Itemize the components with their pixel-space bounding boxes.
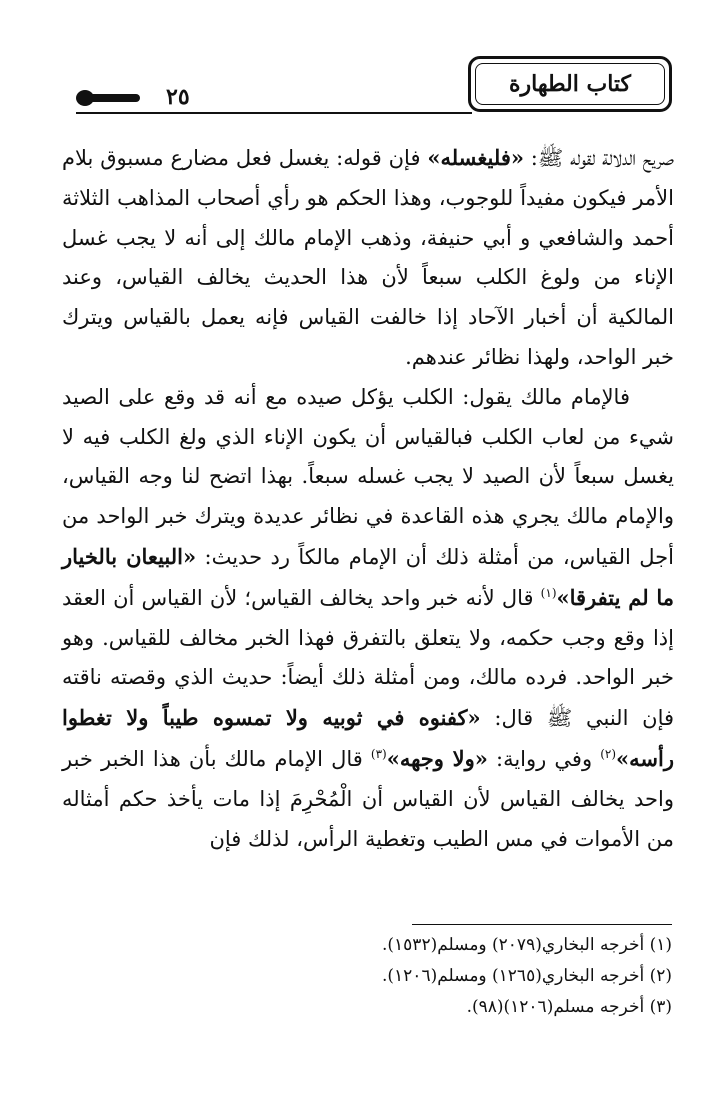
hadith-quote: «كفنوه في ثوبيه ولا تمسوه طيباً ولا تغطوا رأسه» [62,705,674,771]
ornament-icon [76,88,156,108]
footnote-separator [412,924,672,925]
footnote-2: (٢) أخرجه البخاري(١٢٦٥) ومسلم(١٢٠٦). [382,966,672,986]
paragraph-1 [62,138,674,378]
footnote-ref: (٣) [370,746,387,761]
footnotes [172,930,672,1023]
text-run: صريح الدلالة لقوله ﷺ: [523,146,674,170]
chapter-title: كتاب الطهارة [475,63,665,105]
hadith-quote: «ولا وجهه» [386,745,488,771]
text-run: قال الإمام مالك بأن هذا الخبر خبر واحد يخالف القياس لأن القياس أن الْمُحْرِمَ إذا مات يأخذ حكم أمثاله من الأموات في مس الطيب وتغطية الرأس، لذلك فإن [62,746,674,851]
page-number: ٢٥ [166,84,190,110]
footnote-ref: (١) [540,585,557,600]
footnote-1: (١) أخرجه البخاري(٢٠٧٩) ومسلم(١٥٣٢). [382,935,672,955]
text-run: فإن قوله: يغسل فعل مضارع مسبوق بلام الأمر فيكون مفيداً للوجوب، وهذا الحكم هو رأي أصحاب المذاهب الثلاثة أحمد والشافعي و أبي حنيفة، وذهب الإمام مالك إلى أنه لا يجب غسل الإناء من ولوغ الكلب سبعاً لأن هذا الحديث يخالف القياس، وعند المالكية أن أخبار الآحاد إذا خالفت القياس فإنه يعمل بالقياس ويترك خبر الواحد، ولهذا نظائر عندهم. [62,146,674,369]
body-text [62,138,674,859]
footnote-ref: (٢) [600,746,617,761]
paragraph-2 [62,378,674,860]
hadith-quote: «فليغسله» [427,145,524,170]
header-rule [76,112,472,114]
text-run: فالإمام مالك يقول: الكلب يؤكل صيده مع أنه قد وقع على الصيد شيء من لعاب الكلب فبالقياس أن يكون الإناء الذي ولغ الكلب فيه لا يغسل سبعاً لأن الصيد لا يجب غسله سبعاً. بهذا اتضح لنا وجه القياس، والإمام مالك يجري هذه القاعدة في نظائر عديدة ويترك خبر الواحد من أجل القياس، من أمثلة ذلك أن الإمام مالكاً رد حديث: [62,384,674,569]
page-header [76,56,672,124]
hadith-quote: «البيعان بالخيار ما لم يتفرقا» [62,543,675,610]
text-run: وفي رواية: [487,746,601,771]
chapter-title-frame [468,56,672,112]
text-run: قال لأنه خبر واحد يخالف القياس؛ لأن القياس أن العقد إذا وقع وجب حكمه، ولا يتعلق بالتفرق فهذا الخبر مخالف للقياس. وهو خبر الواحد. فرده مالك، ومن أمثلة ذلك أيضاً: حديث الذي وقصته ناقته فإن النبي ﷺ قال: [62,585,675,731]
footnote-3: (٣) أخرجه مسلم(١٢٠٦)(٩٨). [466,997,672,1017]
